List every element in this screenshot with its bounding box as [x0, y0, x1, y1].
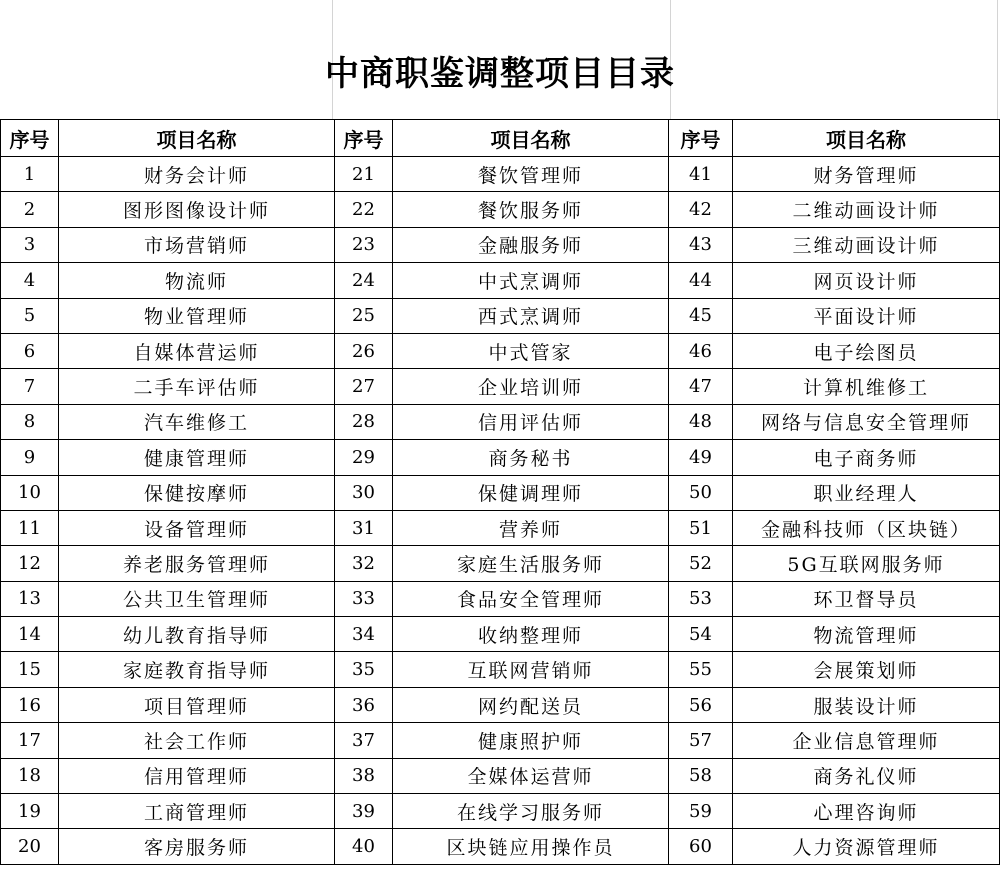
seq-cell[interactable]: 43 — [669, 227, 733, 262]
name-cell[interactable]: 网约配送员 — [393, 687, 669, 722]
seq-cell[interactable]: 48 — [669, 404, 733, 439]
table-row — [1, 581, 1000, 616]
name-cell[interactable]: 网页设计师 — [733, 263, 1000, 298]
header-seq-2[interactable]: 序号 — [335, 120, 393, 157]
name-cell[interactable]: 社会工作师 — [59, 723, 335, 758]
name-cell[interactable]: 企业培训师 — [393, 369, 669, 404]
name-cell[interactable]: 互联网营销师 — [393, 652, 669, 687]
seq-cell[interactable]: 49 — [669, 440, 733, 475]
seq-cell[interactable]: 30 — [335, 475, 393, 510]
table-row — [1, 510, 1000, 545]
seq-cell[interactable]: 54 — [669, 617, 733, 652]
seq-cell[interactable]: 34 — [335, 617, 393, 652]
name-cell[interactable]: 幼儿教育指导师 — [59, 617, 335, 652]
name-cell[interactable]: 网络与信息安全管理师 — [733, 404, 1000, 439]
seq-cell[interactable]: 28 — [335, 404, 393, 439]
name-cell[interactable]: 在线学习服务师 — [393, 794, 669, 829]
seq-cell[interactable]: 15 — [1, 652, 59, 687]
seq-cell[interactable]: 45 — [669, 298, 733, 333]
seq-cell[interactable]: 42 — [669, 192, 733, 227]
seq-cell[interactable]: 21 — [335, 157, 393, 192]
table-row — [1, 157, 1000, 192]
name-cell[interactable]: 电子绘图员 — [733, 333, 1000, 368]
seq-cell[interactable]: 29 — [335, 440, 393, 475]
table-row — [1, 263, 1000, 298]
table-row — [1, 687, 1000, 722]
name-cell[interactable]: 会展策划师 — [733, 652, 1000, 687]
name-cell[interactable]: 家庭教育指导师 — [59, 652, 335, 687]
seq-cell[interactable]: 47 — [669, 369, 733, 404]
header-name-3[interactable]: 项目名称 — [733, 120, 1000, 157]
name-cell[interactable]: 公共卫生管理师 — [59, 581, 335, 616]
name-cell[interactable]: 服装设计师 — [733, 687, 1000, 722]
name-cell[interactable]: 商务秘书 — [393, 440, 669, 475]
seq-cell[interactable]: 25 — [335, 298, 393, 333]
document-title: 中商职鉴调整项目目录 — [325, 54, 675, 94]
seq-cell[interactable]: 22 — [335, 192, 393, 227]
name-cell[interactable]: 汽车维修工 — [59, 404, 335, 439]
seq-cell[interactable]: 20 — [1, 829, 59, 864]
name-cell[interactable]: 餐饮服务师 — [393, 192, 669, 227]
seq-cell[interactable]: 10 — [1, 475, 59, 510]
catalog-table — [0, 119, 1000, 865]
name-cell[interactable]: 图形图像设计师 — [59, 192, 335, 227]
seq-cell[interactable]: 16 — [1, 687, 59, 722]
name-cell[interactable]: 收纳整理师 — [393, 617, 669, 652]
name-cell[interactable]: 工商管理师 — [59, 794, 335, 829]
seq-cell[interactable]: 7 — [1, 369, 59, 404]
name-cell[interactable]: 二手车评估师 — [59, 369, 335, 404]
name-cell[interactable]: 信用评估师 — [393, 404, 669, 439]
seq-cell[interactable]: 39 — [335, 794, 393, 829]
seq-cell[interactable]: 33 — [335, 581, 393, 616]
name-cell[interactable]: 商务礼仪师 — [733, 758, 1000, 793]
seq-cell[interactable]: 60 — [669, 829, 733, 864]
name-cell[interactable]: 食品安全管理师 — [393, 581, 669, 616]
table-row — [1, 652, 1000, 687]
seq-cell[interactable]: 35 — [335, 652, 393, 687]
name-cell[interactable]: 计算机维修工 — [733, 369, 1000, 404]
name-cell[interactable]: 客房服务师 — [59, 829, 335, 864]
name-cell[interactable]: 电子商务师 — [733, 440, 1000, 475]
name-cell[interactable]: 职业经理人 — [733, 475, 1000, 510]
name-cell[interactable]: 健康照护师 — [393, 723, 669, 758]
table-row — [1, 227, 1000, 262]
table-row — [1, 440, 1000, 475]
name-cell[interactable]: 营养师 — [393, 510, 669, 545]
name-cell[interactable]: 健康管理师 — [59, 440, 335, 475]
seq-cell[interactable]: 11 — [1, 510, 59, 545]
header-seq-3[interactable]: 序号 — [669, 120, 733, 157]
seq-cell[interactable]: 12 — [1, 546, 59, 581]
table-row — [1, 617, 1000, 652]
seq-cell[interactable]: 26 — [335, 333, 393, 368]
name-cell[interactable]: 平面设计师 — [733, 298, 1000, 333]
seq-cell[interactable]: 2 — [1, 192, 59, 227]
name-cell[interactable]: 家庭生活服务师 — [393, 546, 669, 581]
name-cell[interactable]: 财务管理师 — [733, 157, 1000, 192]
name-cell[interactable]: 物流管理师 — [733, 617, 1000, 652]
seq-cell[interactable]: 9 — [1, 440, 59, 475]
name-cell[interactable]: 设备管理师 — [59, 510, 335, 545]
name-cell[interactable]: 物业管理师 — [59, 298, 335, 333]
seq-cell[interactable]: 37 — [335, 723, 393, 758]
name-cell[interactable]: 西式烹调师 — [393, 298, 669, 333]
table-row — [1, 546, 1000, 581]
seq-cell[interactable]: 31 — [335, 510, 393, 545]
seq-cell[interactable]: 18 — [1, 758, 59, 793]
name-cell[interactable]: 物流师 — [59, 263, 335, 298]
header-name-2[interactable]: 项目名称 — [393, 120, 669, 157]
seq-cell[interactable]: 8 — [1, 404, 59, 439]
seq-cell[interactable]: 13 — [1, 581, 59, 616]
header-seq-1[interactable]: 序号 — [1, 120, 59, 157]
name-cell[interactable]: 5G互联网服务师 — [733, 546, 1000, 581]
name-cell[interactable]: 全媒体运营师 — [393, 758, 669, 793]
seq-cell[interactable]: 23 — [335, 227, 393, 262]
name-cell[interactable]: 金融服务师 — [393, 227, 669, 262]
seq-cell[interactable]: 32 — [335, 546, 393, 581]
name-cell[interactable]: 项目管理师 — [59, 687, 335, 722]
seq-cell[interactable]: 24 — [335, 263, 393, 298]
table-row — [1, 192, 1000, 227]
seq-cell[interactable]: 58 — [669, 758, 733, 793]
name-cell[interactable]: 财务会计师 — [59, 157, 335, 192]
seq-cell[interactable]: 19 — [1, 794, 59, 829]
seq-cell[interactable]: 17 — [1, 723, 59, 758]
seq-cell[interactable]: 40 — [335, 829, 393, 864]
name-cell[interactable]: 心理咨询师 — [733, 794, 1000, 829]
name-cell[interactable]: 中式管家 — [393, 333, 669, 368]
name-cell[interactable]: 养老服务管理师 — [59, 546, 335, 581]
seq-cell[interactable]: 44 — [669, 263, 733, 298]
name-cell[interactable]: 保健调理师 — [393, 475, 669, 510]
seq-cell[interactable]: 38 — [335, 758, 393, 793]
seq-cell[interactable]: 55 — [669, 652, 733, 687]
name-cell[interactable]: 环卫督导员 — [733, 581, 1000, 616]
table-body — [1, 157, 1000, 865]
table-row — [1, 369, 1000, 404]
name-cell[interactable]: 金融科技师（区块链） — [733, 510, 1000, 545]
seq-cell[interactable]: 6 — [1, 333, 59, 368]
seq-cell[interactable]: 4 — [1, 263, 59, 298]
seq-cell[interactable]: 50 — [669, 475, 733, 510]
seq-cell[interactable]: 3 — [1, 227, 59, 262]
seq-cell[interactable]: 59 — [669, 794, 733, 829]
name-cell[interactable]: 区块链应用操作员 — [393, 829, 669, 864]
seq-cell[interactable]: 14 — [1, 617, 59, 652]
name-cell[interactable]: 二维动画设计师 — [733, 192, 1000, 227]
table-row — [1, 758, 1000, 793]
seq-cell[interactable]: 27 — [335, 369, 393, 404]
seq-cell[interactable]: 56 — [669, 687, 733, 722]
seq-cell[interactable]: 5 — [1, 298, 59, 333]
name-cell[interactable]: 三维动画设计师 — [733, 227, 1000, 262]
seq-cell[interactable]: 57 — [669, 723, 733, 758]
seq-cell[interactable]: 46 — [669, 333, 733, 368]
seq-cell[interactable]: 1 — [1, 157, 59, 192]
header-name-1[interactable]: 项目名称 — [59, 120, 335, 157]
header-row — [1, 120, 1000, 157]
table-row — [1, 794, 1000, 829]
table-row — [1, 475, 1000, 510]
name-cell[interactable]: 企业信息管理师 — [733, 723, 1000, 758]
name-cell[interactable]: 市场营销师 — [59, 227, 335, 262]
name-cell[interactable]: 保健按摩师 — [59, 475, 335, 510]
seq-cell[interactable]: 51 — [669, 510, 733, 545]
table-row — [1, 298, 1000, 333]
table-row — [1, 333, 1000, 368]
name-cell[interactable]: 中式烹调师 — [393, 263, 669, 298]
seq-cell[interactable]: 41 — [669, 157, 733, 192]
table-row — [1, 829, 1000, 864]
seq-cell[interactable]: 53 — [669, 581, 733, 616]
name-cell[interactable]: 人力资源管理师 — [733, 829, 1000, 864]
name-cell[interactable]: 餐饮管理师 — [393, 157, 669, 192]
table-row — [1, 723, 1000, 758]
name-cell[interactable]: 信用管理师 — [59, 758, 335, 793]
table-row — [1, 404, 1000, 439]
seq-cell[interactable]: 36 — [335, 687, 393, 722]
seq-cell[interactable]: 52 — [669, 546, 733, 581]
name-cell[interactable]: 自媒体营运师 — [59, 333, 335, 368]
